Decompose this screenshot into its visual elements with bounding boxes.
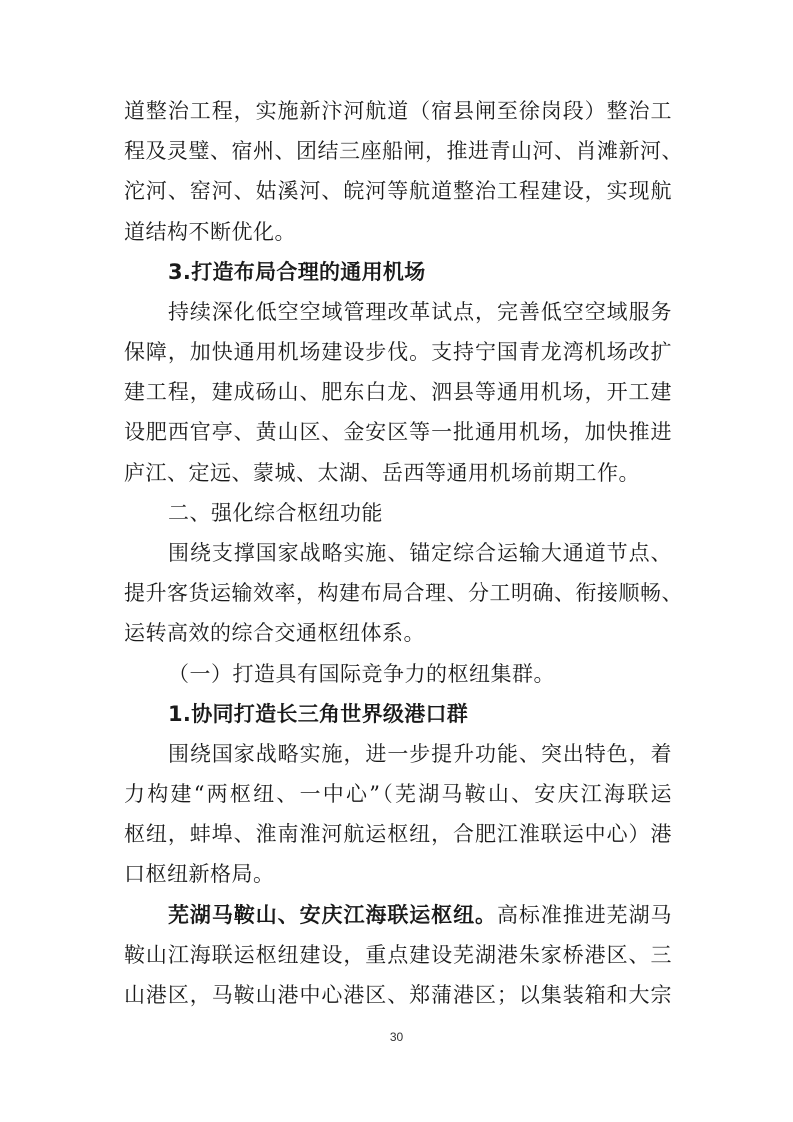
paragraph-line: 庐江、定远、蒙城、太湖、岳西等通用机场前期工作。 [124, 461, 640, 485]
section-heading-1: 1.协同打造长三角世界级港口群 [168, 702, 469, 726]
paragraph-line: 山港区，马鞍山港中心港区、郑蒲港区；以集装箱和大宗 [124, 983, 672, 1007]
paragraph-line: 提升客货运输效率，构建布局合理、分工明确、衔接顺畅、 [124, 581, 683, 605]
paragraph-line: 运转高效的综合交通枢纽体系。 [124, 621, 425, 645]
paragraph-line: 设肥西官亭、黄山区、金安区等一批通用机场，加快推进 [124, 420, 672, 444]
section-heading-3: 3.打造布局合理的通用机场 [168, 260, 426, 284]
chapter-heading: 二、强化综合枢纽功能 [168, 501, 383, 525]
paragraph-line: 程及灵璧、宿州、团结三座船闸，推进青山河、肖滩新河、 [124, 139, 683, 163]
page-number: 30 [389, 1030, 404, 1044]
paragraph-line: 枢纽，蚌埠、淮南淮河航运枢纽，合肥江淮联运中心）港 [124, 822, 672, 846]
paragraph-line: 沱河、窑河、姑溪河、皖河等航道整治工程建设，实现航 [124, 179, 672, 203]
bold-lead-phrase: 芜湖马鞍山、安庆江海联运枢纽。 [168, 903, 497, 927]
paragraph-line: 道结构不断优化。 [124, 220, 296, 244]
paragraph-line [168, 900, 672, 930]
paragraph-line: 口枢纽新格局。 [124, 862, 275, 886]
paragraph-line: 围绕支撑国家战略实施、锚定综合运输大通道节点、 [168, 541, 672, 565]
paragraph-line: 保障，加快通用机场建设步伐。支持宁国青龙湾机场改扩 [124, 340, 672, 364]
paragraph-line: 鞍山江海联运枢纽建设，重点建设芜湖港朱家桥港区、三 [124, 943, 672, 967]
subsection-heading: （一）打造具有国际竞争力的枢纽集群。 [168, 662, 555, 686]
paragraph-line: 道整治工程，实施新汴河航道（宿县闸至徐岗段）整治工 [124, 99, 672, 123]
paragraph-line: 建工程，建成砀山、肥东白龙、泗县等通用机场，开工建 [124, 380, 672, 404]
paragraph-line: 围绕国家战略实施，进一步提升功能、突出特色，着 [168, 742, 672, 766]
paragraph-text: 高标准推进芜湖马 [496, 903, 673, 927]
paragraph-line: 力构建“两枢纽、一中心”（芜湖马鞍山、安庆江海联运 [124, 782, 672, 806]
paragraph-line: 持续深化低空空域管理改革试点，完善低空空域服务 [168, 300, 672, 324]
